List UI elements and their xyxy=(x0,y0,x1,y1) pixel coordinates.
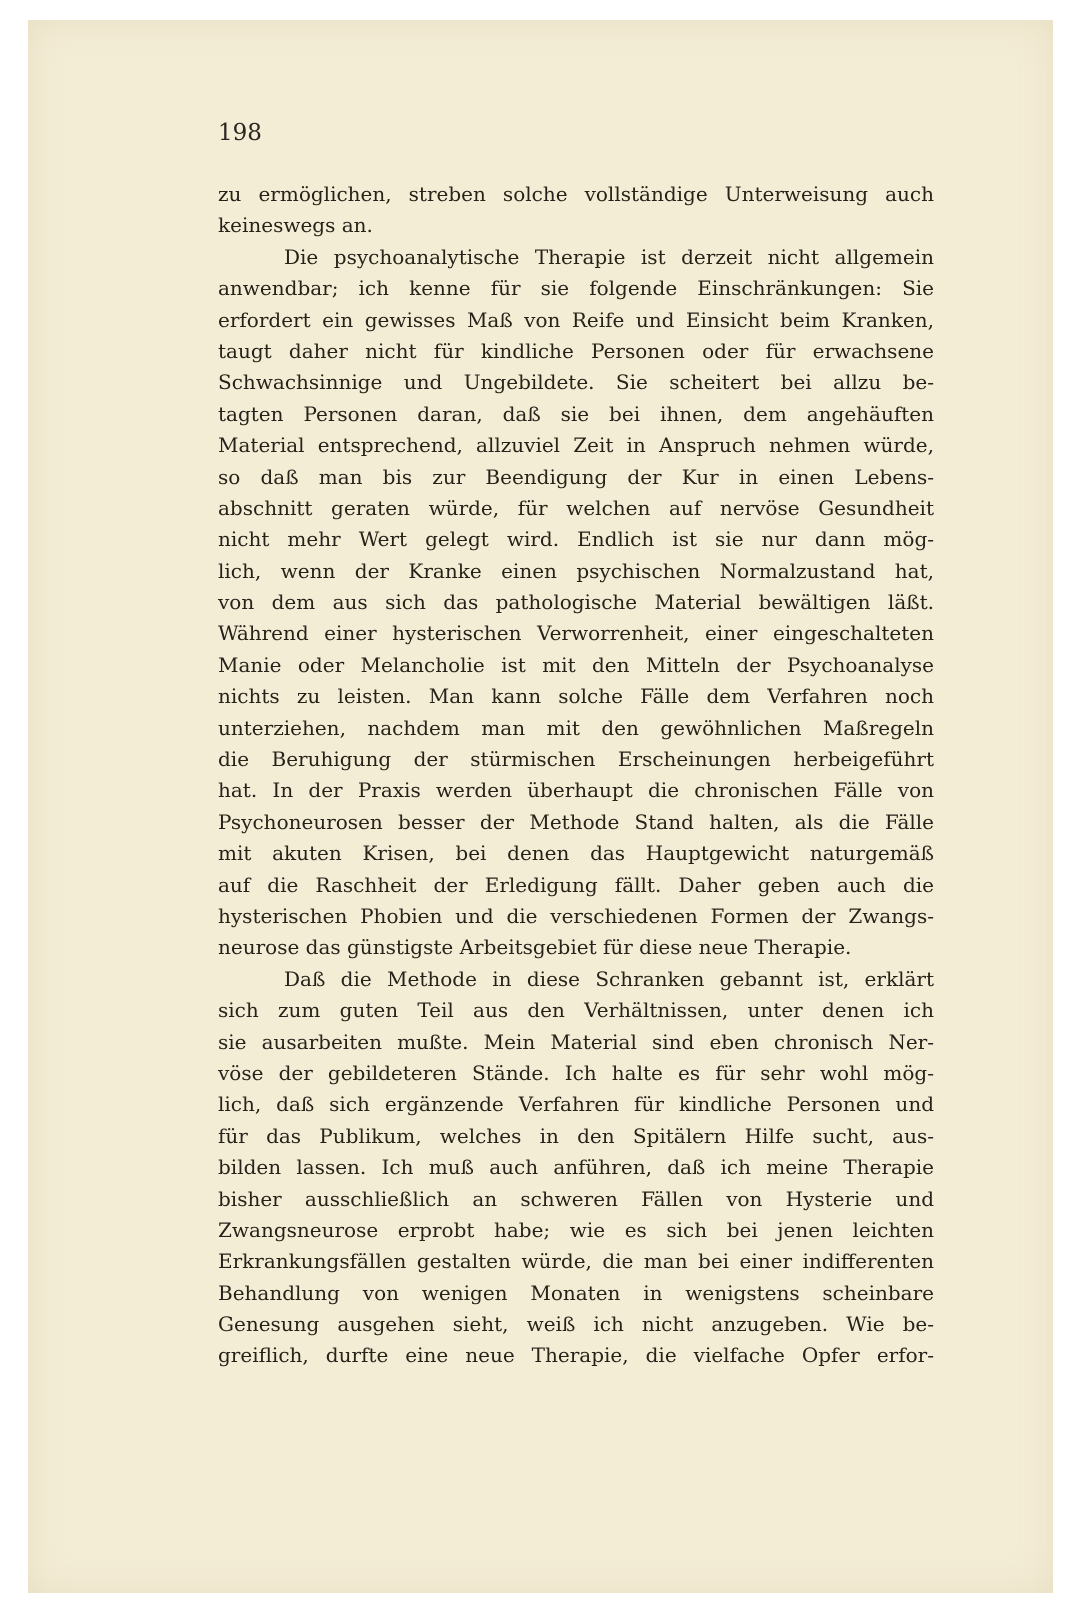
text-line: die Beruhigung der stürmischen Erscheinungen herbeigeführt xyxy=(218,747,934,772)
text-line: nicht mehr Wert gelegt wird. Endlich ist sie nur dann mög- xyxy=(218,527,934,552)
text-line: lich, daß sich ergänzende Verfahren für kindliche Personen und xyxy=(218,1092,934,1117)
text-line: Erkrankungsfällen gestalten würde, die man bei einer indifferenten xyxy=(218,1249,934,1274)
text-line: auf die Raschheit der Erledigung fällt. Daher geben auch die xyxy=(218,872,934,897)
text-line: neurose das günstigste Arbeitsgebiet für diese neue Therapie. xyxy=(218,935,852,960)
text-line: taugt daher nicht für kindliche Personen oder für erwachsene xyxy=(218,338,934,363)
text-line: Material entsprechend, allzuviel Zeit in Anspruch nehmen würde, xyxy=(218,433,934,458)
text-line: lich, wenn der Kranke einen psychischen Normalzustand hat, xyxy=(218,558,934,583)
text-line: tagten Personen daran, daß sie bei ihnen, dem angehäuften xyxy=(218,401,934,426)
text-line: sie ausarbeiten mußte. Mein Material sind eben chronisch Ner- xyxy=(218,1029,934,1054)
text-line: von dem aus sich das pathologische Material bewältigen läßt. xyxy=(218,590,934,615)
text-line: Manie oder Melancholie ist mit den Mitteln der Psychoanalyse xyxy=(218,652,934,677)
text-line: erfordert ein gewisses Maß von Reife und Einsicht beim Kranken, xyxy=(218,307,934,332)
text-line: hat. In der Praxis werden überhaupt die chronischen Fälle von xyxy=(218,778,934,803)
text-line: Behandlung von wenigen Monaten in wenigstens scheinbare xyxy=(218,1280,934,1305)
text-line: so daß man bis zur Beendigung der Kur in einen Lebens- xyxy=(218,464,934,489)
text-line: unterziehen, nachdem man mit den gewöhnlichen Maßregeln xyxy=(218,715,934,740)
text-line: zu ermöglichen, streben solche vollständige Unterweisung auch xyxy=(218,182,934,206)
text-line: Während einer hysterischen Verworrenheit, einer eingeschalteten xyxy=(218,621,934,646)
text-line: greiflich, durfte eine neue Therapie, die vielfache Opfer erfor- xyxy=(218,1343,934,1368)
text-line: Zwangsneurose erprobt habe; wie es sich bei jenen leichten xyxy=(218,1217,934,1242)
text-line: mit akuten Krisen, bei denen das Hauptgewicht naturgemäß xyxy=(218,841,934,866)
text-line: Psychoneurosen besser der Methode Stand halten, als die Fälle xyxy=(218,809,934,834)
body-text xyxy=(218,179,934,1372)
text-line: Genesung ausgehen sieht, weiß ich nicht anzugeben. Wie be- xyxy=(218,1312,934,1337)
page-number: 198 xyxy=(218,120,262,146)
text-line: nichts zu leisten. Man kann solche Fälle dem Verfahren noch xyxy=(218,684,934,709)
text-line: bisher ausschließlich an schweren Fällen von Hysterie und xyxy=(218,1186,934,1211)
text-line: Daß die Methode in diese Schranken gebannt ist, erklärt xyxy=(284,966,934,991)
text-line: für das Publikum, welches in den Spitälern Hilfe sucht, aus- xyxy=(218,1123,934,1148)
text-line: bilden lassen. Ich muß auch anführen, daß ich meine Therapie xyxy=(218,1155,934,1180)
text-line: abschnitt geraten würde, für welchen auf nervöse Gesundheit xyxy=(218,495,934,520)
text-line: hysterischen Phobien und die verschiedenen Formen der Zwangs- xyxy=(218,903,934,928)
text-line: Schwachsinnige und Ungebildete. Sie scheitert bei allzu be- xyxy=(218,370,934,395)
text-line: anwendbar; ich kenne für sie folgende Einschränkungen: Sie xyxy=(218,276,934,301)
text-line: vöse der gebildeteren Stände. Ich halte es für sehr wohl mög- xyxy=(218,1060,934,1085)
text-line: sich zum guten Teil aus den Verhältnissen, unter denen ich xyxy=(218,998,934,1023)
text-line: Die psychoanalytische Therapie ist derzeit nicht allgemein xyxy=(284,244,934,269)
text-line: keineswegs an. xyxy=(218,213,373,238)
